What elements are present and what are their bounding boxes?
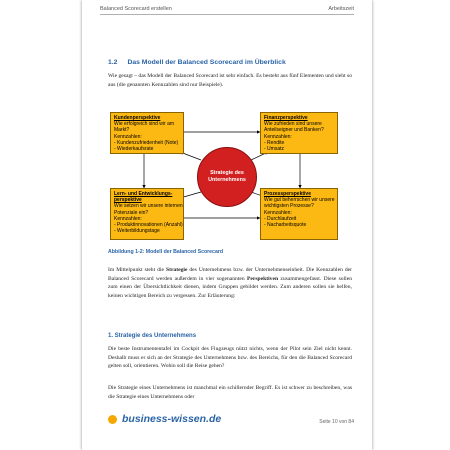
box-line: Kennzahlen:	[264, 209, 292, 216]
footer-brand: business-wissen.de	[122, 413, 222, 425]
box-line: Anteilseigner und Banken?	[264, 127, 324, 134]
intro-paragraph: Wie gesagt – das Modell der Balanced Scorecard ist sehr einfach. Es besteht aus fünf Elementen und sieht so aus (die genannten Kennzahlen sind nur Beispiele).	[108, 73, 352, 88]
text-run: des Unternehmens bzw. der Unternehmenseinheit. Die Kennzahlen der Balanced Scorecard werden außerdem in vier sogenannten	[108, 267, 353, 282]
text-emphasis-perspektiven: Perspektiven	[246, 275, 279, 282]
box-kundenperspektive	[110, 112, 184, 154]
box-line: - Kundenzufriedenheit (Note)	[114, 139, 179, 146]
box-line: - Weiterbildungstage	[114, 228, 160, 235]
box-title: Prozessperspektive	[264, 191, 311, 197]
figure-caption: Abbildung 1-2: Modell der Balanced Scorecard	[108, 249, 224, 255]
page-number: Seite 10 von 84	[319, 419, 354, 425]
running-header-chapter: Arbeitszeit	[328, 6, 354, 12]
box-line: - Produktinnovationen (Anzahl)	[114, 222, 183, 229]
subheading-strategie: 1. Strategie des Unternehmens	[108, 333, 197, 339]
box-line: Markt?	[114, 127, 130, 134]
box-line: - Umsatz	[264, 146, 284, 153]
box-line: Kennzahlen:	[114, 215, 142, 222]
section-heading	[108, 59, 286, 66]
box-title: Finanzperspektive	[264, 115, 308, 121]
box-lern-entwicklungsperspektive	[110, 188, 184, 240]
box-title-continued: perspektive	[114, 197, 142, 204]
box-line: Wie erfolgreich sind wir am	[114, 121, 175, 128]
balanced-scorecard-diagram	[110, 112, 338, 240]
footer-logo[interactable]	[108, 413, 221, 425]
box-title: Lern- und Entwicklungs-	[114, 191, 173, 197]
running-header-title: Balanced Scorecard erstellen	[100, 6, 172, 12]
box-line: Potenziale ein?	[114, 209, 149, 216]
box-title: Kundenperspektive	[114, 115, 161, 121]
strategy-circle	[197, 147, 257, 207]
body-paragraph-2: Die beste Instrumententafel im Cockpit des Flugzeugs nützt nichts, wenn der Pilot sein Ziel nicht kennt. Deshalb muss er sich an der Strategie des Unternehmens bzw. des Bereichs, für den die Balanced Scorecard gelten soll, orientieren. Wohin soll die Reise gehen?	[108, 346, 352, 370]
box-line: wichtigsten Prozesse?	[264, 203, 314, 210]
box-line: Wie setzen wir unsere internen	[114, 203, 183, 210]
strategy-label: Strategie des Unternehmens	[208, 170, 246, 183]
logo-dot-icon	[108, 415, 117, 424]
box-line: - Wiederkaufsrate	[114, 146, 154, 153]
box-line: - Rendite	[264, 139, 285, 146]
text-run: Im Mittelpunkt steht die	[108, 267, 166, 273]
box-line: Kennzahlen:	[114, 133, 142, 140]
box-line: Kennzahlen:	[264, 133, 292, 140]
header-divider	[100, 14, 354, 15]
box-line: - Durchlaufzeit	[264, 215, 297, 222]
text-run: zusammengefasst. Diese sollen zum einen der Übersichtlichkeit dienen, indem Gruppen gebildet werden. Zum anderen sollen sie helfen, keinen wichtigen Bereich zu vergessen. Zur Erläuterung:	[108, 275, 352, 300]
body-paragraph-3: Die Strategie eines Unternehmens ist manchmal ein schillernder Begriff. Es ist schwer zu beschreiben, was die Strategie eines Unternehmens oder	[108, 385, 352, 400]
body-paragraph-1	[108, 266, 352, 301]
box-line: Wie gut beherrschen wir unsere	[264, 197, 335, 204]
box-prozessperspektive	[260, 188, 338, 240]
text-emphasis-strategie: Strategie	[165, 267, 188, 273]
box-finanzperspektive	[260, 112, 338, 154]
section-number: 1.2	[108, 59, 118, 66]
document-page	[82, 0, 372, 450]
box-line: - Nacharbeitsquote	[264, 222, 307, 229]
box-line: Wie zufrieden sind unsere	[264, 121, 322, 128]
section-title: Das Modell der Balanced Scorecard im Überblick	[127, 59, 286, 66]
